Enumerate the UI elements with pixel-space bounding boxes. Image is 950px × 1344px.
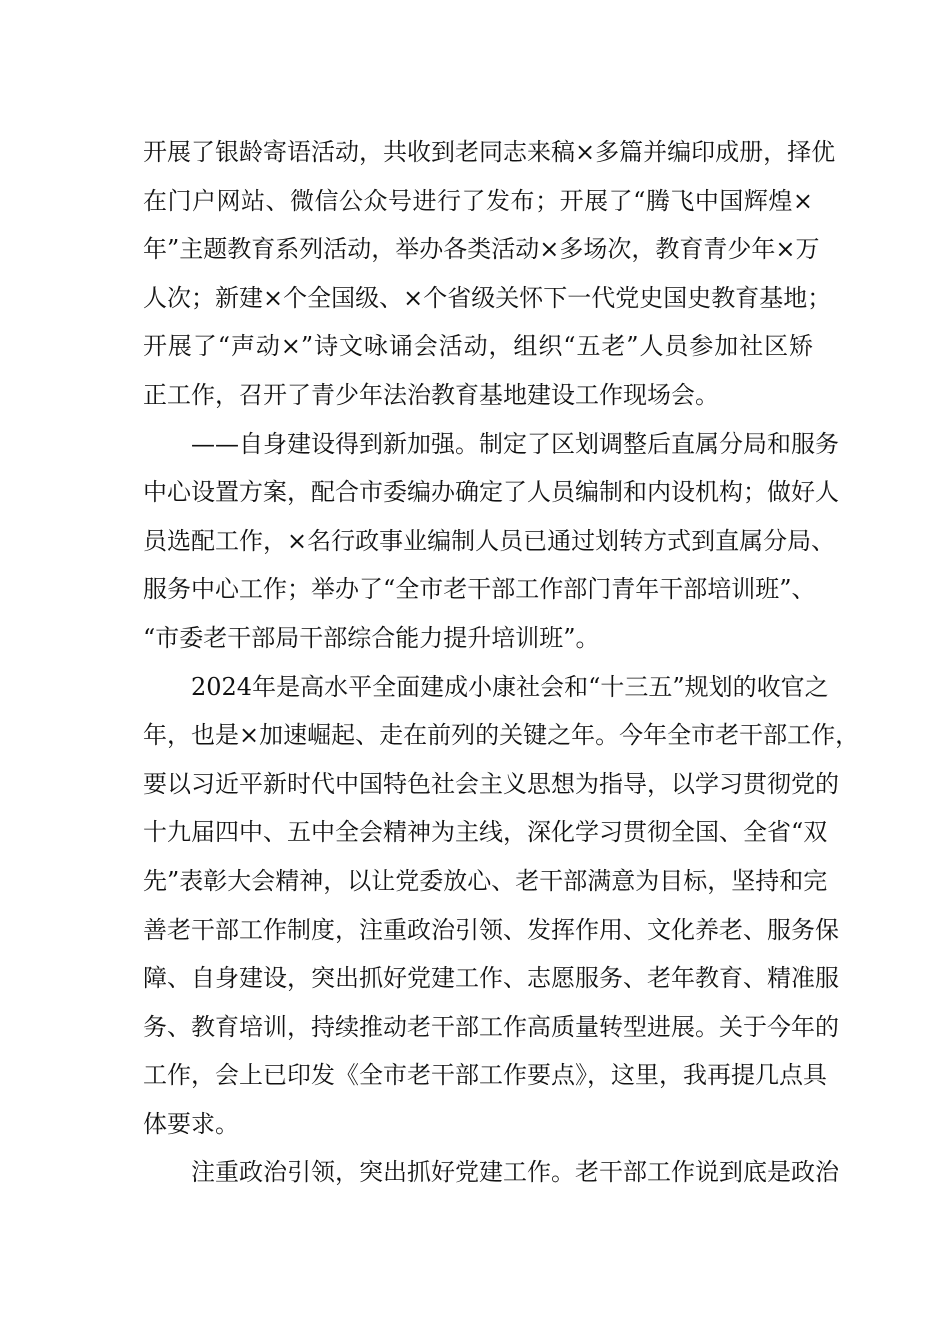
paragraph-self-construction [143, 420, 839, 663]
paragraph-activities [143, 128, 836, 420]
text-line: 开展了银龄寄语活动，共收到老同志来稿×多篇并编印成册，择优 [143, 138, 836, 166]
text-line: 开展了“声动×”诗文咏诵会活动，组织“五老”人员参加社区矫 [143, 332, 813, 361]
text-line: 人次；新建×个全国级、×个省级关怀下一代党史国史教育基地； [143, 283, 832, 312]
text-line: 中心设置方案，配合市委编办确定了人员编制和内设机构；做好人 [143, 478, 839, 507]
text-line: 体要求。 [143, 1109, 239, 1138]
text-line: 要以习近平新时代中国特色社会主义思想为指导，以学习贯彻党的 [143, 769, 839, 798]
text-line: 2024年是高水平全面建成小康社会和“十三五”规划的收官之 [191, 672, 829, 701]
text-line: 十九届四中、五中全会精神为主线，深化学习贯彻全国、全省“双 [143, 818, 828, 847]
document-body [143, 128, 860, 1197]
text-line: 障、自身建设，突出抓好党建工作、志愿服务、老年教育、精准服 [143, 964, 839, 993]
text-line: 工作，会上已印发《全市老干部工作要点》，这里，我再提几点具 [143, 1061, 827, 1090]
text-line: 正工作，召开了青少年法治教育基地建设工作现场会。 [143, 380, 719, 409]
text-line: 在门户网站、微信公众号进行了发布；开展了“腾飞中国辉煌× [143, 186, 813, 215]
text-line: 务、教育培训，持续推动老干部工作高质量转型进展。关于今年的 [143, 1012, 839, 1041]
text-line: 员选配工作，×名行政事业编制人员已通过划转方式到直属分局、 [143, 526, 836, 555]
text-line: 先”表彰大会精神，以让党委放心、老干部满意为目标，坚持和完 [143, 866, 828, 895]
text-line: “市委老干部局干部综合能力提升培训班”。 [143, 623, 600, 652]
text-line: 服务中心工作；举办了“全市老干部工作部门青年干部培训班”、 [143, 575, 816, 604]
text-line: 年，也是×加速崛起、走在前列的关键之年。今年全市老干部工作， [143, 721, 860, 750]
text-line: 年”主题教育系列活动，举办各类活动×多场次，教育青少年×万 [143, 235, 820, 264]
text-line: 注重政治引领，突出抓好党建工作。老干部工作说到底是政治 [191, 1158, 839, 1187]
paragraph-political-guidance [143, 1148, 839, 1197]
text-line: ——自身建设得到新加强。制定了区划调整后直属分局和服务 [191, 429, 839, 458]
text-line: 善老干部工作制度，注重政治引领、发挥作用、文化养老、服务保 [143, 915, 839, 944]
paragraph-2024-goals [143, 663, 860, 1149]
